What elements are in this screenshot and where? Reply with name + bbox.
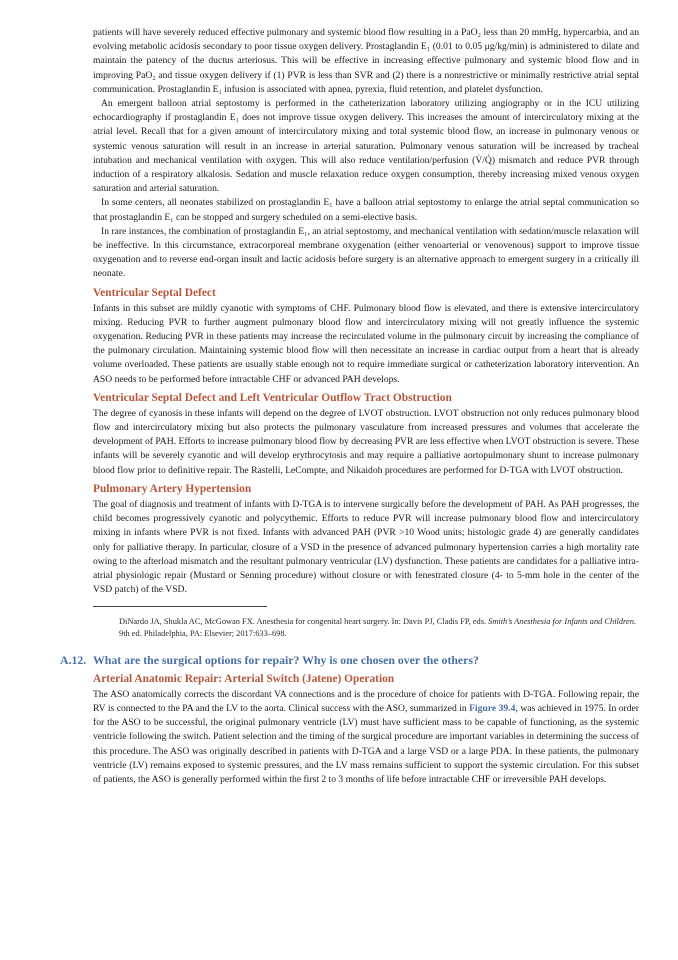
- text-blocks: [93, 26, 639, 597]
- section-heading: Ventricular Septal Defect: [93, 286, 216, 299]
- reference-divider: [93, 606, 267, 607]
- body-paragraph: The degree of cyanosis in these infants will depend on the degree of LVOT obstruction. LVOT obstruction not only reduces pulmonary blood flow and intercirculatory mixing but also protects the pulmonary vasculature from increased pressures and volumes that accelerate the development of PAH. Efforts to increase pulmonary blood flow by decreasing PVR are less effective when LVOT obstruction is severe. These infants will be severely cyanotic and will develop erythrocytosis and may require a palliative aortopulmonary shunt to increase pulmonary blood flow prior to definitive repair. The Rastelli, LeCompte, and Nikaidoh procedures are performed for D-TGA with LVOT obstruction.: [93, 407, 639, 476]
- section-heading-aso: Arterial Anatomic Repair: Arterial Switch (Jatene) Operation: [93, 672, 395, 685]
- question-heading: [60, 652, 639, 668]
- section-heading: Ventricular Septal Defect and Left Ventricular Outflow Tract Obstruction: [93, 391, 452, 404]
- aso-paragraph: [93, 688, 639, 787]
- question-text: What are the surgical options for repair? Why is one chosen over the others?: [93, 652, 479, 667]
- body-paragraph: Infants in this subset are mildly cyanotic with symptoms of CHF. Pulmonary blood flow is elevated, and there is extensive intercirculatory mixing. Reducing PVR to further augment pulmonary blood flow and intercirculatory mixing will not greatly influence the systemic oxygenation. Reducing PVR in these patients may increase the recirculated volume in the pulmonary circuit by increasing the compliance of the pulmonary circulation. Maintaining systemic blood flow will then necessitate an increase in cardiac output from a heart that is already volume overloaded. These patients are usually stable enough not to require immediate surgical or catheterization laboratory intervention. An ASO needs to be performed before intractable CHF or advanced PAH develops.: [93, 302, 639, 385]
- reference-book-title: Smith’s Anesthesia for Infants and Children: [488, 616, 634, 626]
- body-paragraph: In rare instances, the combination of prostaglandin E₁, an atrial septostomy, and mechanical ventilation with sedation/muscle relaxation will be ineffective. In this circumstance, extracorporeal membrane oxygenation (either venoarterial or venovenous) support to improve tissue oxygenation and to reverse end-organ insult and lactic acidosis before surgery is an alternative approach to emergent surgery in a critically ill neonate.: [93, 225, 639, 280]
- aso-text-before: The ASO anatomically corrects the discordant VA connections and is the procedure of choice for patients with D-TGA. Following repair, the RV is connected to the PA and the LV to the aorta. Clinical success with the ASO, summarized in: [93, 688, 639, 714]
- body-paragraph: In some centers, all neonates stabilized on prostaglandin E₁ have a balloon atrial septostomy to enlarge the atrial septal communication so that prostaglandin E₁ can be stopped and surgery scheduled on a semi-elective basis.: [93, 197, 639, 223]
- reference-edition: . 9th ed. Philadelphia, PA: Elsevier; 2017:633–698.: [119, 616, 636, 639]
- question-number: A.12.: [60, 652, 87, 667]
- section-heading: Pulmonary Artery Hypertension: [93, 482, 252, 495]
- page-content: [60, 26, 639, 787]
- aso-text-after: , was achieved in 1975. In order for the ASO to be successful, the original pulmonary ventricle (LV) must have sufficient mass to be capable of functioning, as the systemic ventricle following the switch. Patient selection and the timing of the surgical procedure are important variables in determining the success of this procedure. The ASO was originally described in patients with D-TGA and a large VSD or a large PDA. In these patients, the pulmonary ventricle (LV) remains exposed to systemic pressures, and the LV mass remains sufficient to support the systemic circulation. For this subset of patients, the ASO is generally performed within the first 2 to 3 months of life before intractable CHF or irreversible PAH develops.: [93, 702, 639, 785]
- body-paragraph: The goal of diagnosis and treatment of infants with D-TGA is to intervene surgically before the development of PAH. As PAH progresses, the child becomes progressively cyanotic and polycythemic. Efforts to reduce PVR will increase pulmonary blood flow and intercirculatory mixing in infants where PVR is not fixed. Infants with advanced PAH (PVR >10 Wood units; histologic grade 4) are generally candidates only for palliative therapy. In particular, closure of a VSD in the presence of advanced pulmonary hypertension carries a high mortality rate owing to the afterload mismatch and the resultant pulmonary ventricular (LV) dysfunction. These patients are candidates for a palliative intra-atrial physiologic repair (Mustard or Senning procedure) without closure or with fenestrated closure (4- to 5-mm hole in the center of the VSD patch) of the VSD.: [93, 498, 639, 596]
- body-paragraph: An emergent balloon atrial septostomy is performed in the catheterization laboratory utilizing angiography or in the ICU utilizing echocardiography if prostaglandin E₁ does not improve tissue oxygen delivery. This increases the amount of intercirculatory mixing at the atrial level. Recall that for a given amount of intercirculatory mixing and total systemic blood flow, an increase in pulmonary venous or systemic venous saturation will result in an increase in arterial saturation. Pulmonary venous saturation will be increased by tracheal intubation and mechanical ventilation with oxygen. This will also reduce ventilation/perfusion (V̇/Q̇) mismatch and reduce PVR through induction of a respiratory alkalosis. Sedation and muscle relaxation reduce oxygen consumption, thereby increasing mixed venous oxygen saturation and arterial saturation.: [93, 98, 639, 195]
- body-paragraph: patients will have severely reduced effective pulmonary and systemic blood flow resulting in a PaO₂ less than 20 mmHg, hypercarbia, and an evolving metabolic acidosis secondary to poor tissue oxygen delivery. Prostaglandin E₁ (0.01 to 0.05 μg/kg/min) is administered to dilate and maintain the patency of the ductus arteriosus. This will be effective in increasing effective pulmonary and systemic blood flow and in improving PaO₂ and tissue oxygen delivery if (1) PVR is less than SVR and (2) there is a nonrestrictive or minimally restrictive atrial septal communication. Prostaglandin E₁ infusion is associated with apnea, pyrexia, fluid retention, and platelet dysfunction.: [93, 27, 639, 95]
- reference-citation: [119, 616, 639, 641]
- reference-text: DiNardo JA, Shukla AC, McGowan FX. Anesthesia for congenital heart surgery. In: Davis PJ, Cladis FP, eds.: [119, 616, 489, 626]
- figure-link[interactable]: Figure 39.4: [469, 702, 516, 714]
